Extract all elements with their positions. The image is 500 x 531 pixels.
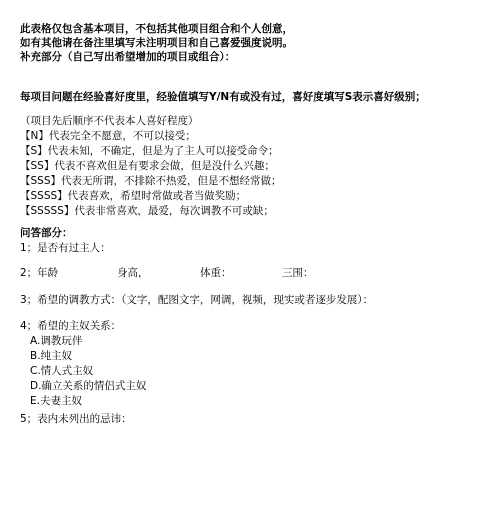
relationship-option: A.调教玩伴 bbox=[30, 335, 83, 347]
level-item: 【SS】代表不喜欢但是有要求会做，但是没什么兴趣； bbox=[20, 160, 275, 172]
relationship-option: D.确立关系的情侣式主奴 bbox=[30, 380, 147, 392]
level-item: 【SSSS】代表喜欢，希望时常做或者当做奖励； bbox=[20, 190, 247, 202]
levels-note: （项目先后顺序不代表本人喜好程度） bbox=[20, 115, 199, 127]
level-item: 【N】代表完全不愿意，不可以接受； bbox=[20, 130, 196, 142]
question-1: 1；是否有过主人： bbox=[20, 242, 111, 254]
relationship-option: B.纯主奴 bbox=[30, 350, 73, 362]
questions-heading: 问答部分： bbox=[20, 227, 73, 239]
level-item: 【SSS】代表无所谓，不排除不热爱，但是不想经常做； bbox=[20, 175, 282, 187]
weight-label: 体重： bbox=[200, 267, 232, 279]
age-label: 2；年龄 bbox=[20, 267, 59, 279]
question-5: 5；表内未列出的忌讳： bbox=[20, 413, 132, 425]
relationship-option: C.情人式主奴 bbox=[30, 365, 94, 377]
measurements-label: 三围： bbox=[282, 267, 314, 279]
level-item: 【S】代表未知，不确定，但是为了主人可以接受命令； bbox=[20, 145, 279, 157]
intro-line-3: 补充部分（自己写出希望增加的项目或组合）： bbox=[20, 51, 236, 63]
level-item: 【SSSSS】代表非常喜欢，最爱，每次调教不可或缺； bbox=[20, 205, 274, 217]
intro-line-2: 如有其他请在备注里填写未注明项目和自己喜爱强度说明。 bbox=[20, 37, 293, 49]
question-3: 3；希望的调教方式：（文字，配图文字，网调，视频，现实或者逐步发展）： bbox=[20, 294, 374, 306]
relationship-option: E.夫妻主奴 bbox=[30, 395, 82, 407]
question-4: 4；希望的主奴关系： bbox=[20, 320, 122, 332]
instruction-text: 每项目问题在经验喜好度里，经验值填写Y/N有或没有过，喜好度填写S表示喜好级别； bbox=[20, 91, 426, 103]
intro-line-1: 此表格仅包含基本项目，不包括其他项目组合和个人创意， bbox=[20, 23, 293, 35]
height-label: 身高， bbox=[117, 267, 149, 279]
